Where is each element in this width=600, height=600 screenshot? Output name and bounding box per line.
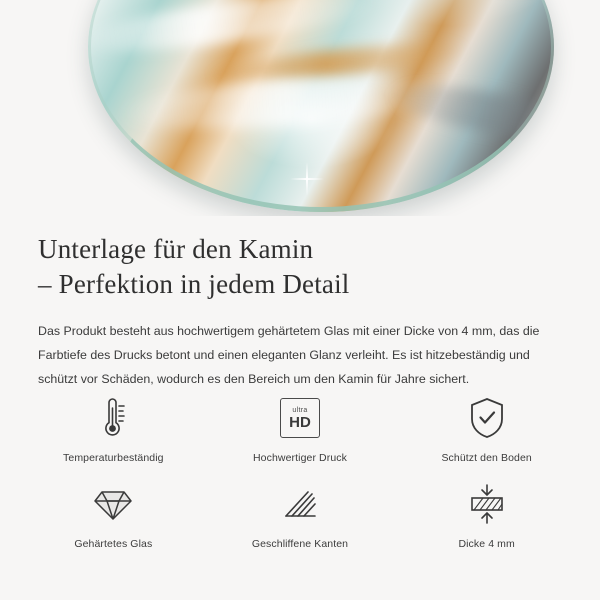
feature-item	[207, 478, 394, 550]
feature-label: Gehärtetes Glas	[74, 538, 153, 550]
glass-disc-product-image	[88, 0, 554, 212]
text-content	[0, 216, 600, 392]
thickness-icon	[465, 478, 509, 530]
feature-label: Temperaturbeständig	[63, 452, 164, 464]
diamond-icon	[90, 478, 136, 530]
feature-item	[20, 392, 207, 464]
feature-label: Schützt den Boden	[441, 452, 532, 464]
thermometer-icon	[93, 392, 133, 444]
feature-label: Hochwertiger Druck	[252, 452, 347, 464]
page-title	[0, 216, 600, 301]
feature-item	[393, 478, 580, 550]
headline-line-2: – Perfektion in jedem Detail	[38, 268, 350, 299]
feature-item	[207, 392, 394, 464]
hero-image-area	[0, 0, 600, 216]
headline-line-1: Unterlage für den Kamin	[38, 234, 314, 264]
feature-item	[393, 392, 580, 464]
feature-item	[20, 478, 207, 550]
polished-edges-icon	[278, 478, 322, 530]
description-paragraph: Das Produkt besteht aus hochwertigem gehärtetem Glas mit einer Dicke von 4 mm, das die Farbtiefe des Drucks betont und einen eleganten Glanz verleiht. Es ist hitzebeständig und schützt vor Schäden, wodurch es den Bereich um den Kamin für Jahre sichert.	[38, 324, 540, 387]
feature-grid	[0, 392, 600, 550]
feature-label: Geschliffene Kanten	[251, 538, 349, 550]
shield-check-icon	[466, 392, 508, 444]
ultra-hd-icon: ultra HD	[280, 392, 320, 444]
feature-label: Dicke 4 mm	[458, 538, 515, 550]
